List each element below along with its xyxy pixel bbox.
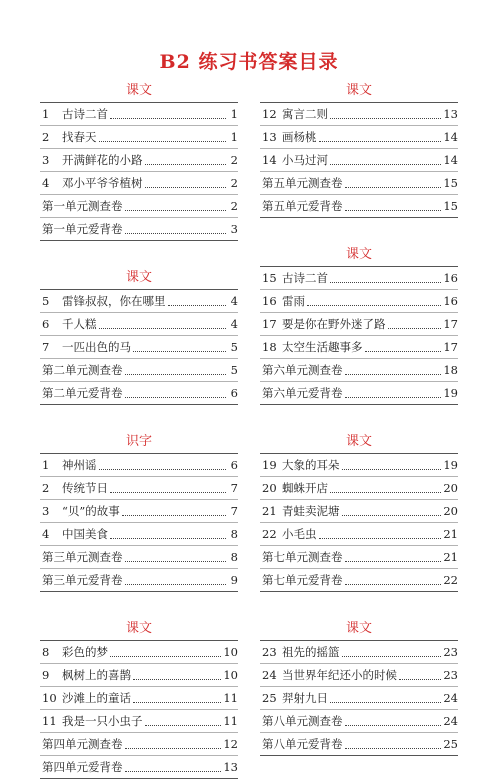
page-number: 13 [223, 760, 238, 774]
toc-row[interactable] [260, 336, 458, 359]
page-number: 15 [443, 176, 458, 190]
toc-row[interactable] [40, 733, 238, 756]
section-gap [260, 592, 458, 618]
page-number: 16 [443, 271, 458, 285]
dot-leader [110, 492, 226, 493]
entry-title: 寓言二则 [282, 107, 328, 121]
entry-title: 中国美食 [62, 527, 108, 541]
toc-row[interactable] [40, 195, 238, 218]
lesson-number: 13 [262, 130, 277, 144]
dot-leader [342, 469, 442, 470]
dot-leader [388, 328, 442, 329]
dot-leader [345, 374, 442, 375]
page-number: 3 [230, 222, 238, 236]
toc-row[interactable] [40, 687, 238, 710]
page-number: 7 [230, 481, 238, 495]
toc-row[interactable] [40, 641, 238, 664]
page-number: 20 [443, 504, 458, 518]
page-number: 10 [223, 645, 238, 659]
entry-title: 传统节日 [62, 481, 108, 495]
page-number: 6 [230, 458, 238, 472]
page-number: 19 [443, 386, 458, 400]
lesson-number: 14 [262, 153, 277, 167]
page-number: 18 [443, 363, 458, 377]
page-number: 8 [230, 527, 238, 541]
entry-title: 小毛虫 [282, 527, 317, 541]
dot-leader [319, 538, 442, 539]
page-number: 2 [230, 199, 238, 213]
toc-row[interactable] [260, 359, 458, 382]
lesson-number: 3 [42, 504, 50, 518]
entry-title: 第六单元爱背卷 [262, 386, 343, 400]
entry-title: 雷雨 [282, 294, 305, 308]
toc-row[interactable] [40, 126, 238, 149]
dot-leader [125, 584, 227, 585]
dot-leader [110, 538, 226, 539]
toc-section [40, 267, 238, 405]
dot-leader [345, 210, 442, 211]
lesson-number: 23 [262, 645, 277, 659]
lesson-number: 1 [42, 107, 50, 121]
dot-leader [110, 118, 226, 119]
toc-row[interactable] [260, 477, 458, 500]
page-number: 19 [443, 458, 458, 472]
section-header: 课文 [345, 621, 372, 636]
entry-title: 找春天 [62, 130, 97, 144]
page-number: 21 [443, 550, 458, 564]
dot-leader [345, 748, 442, 749]
page-number: 24 [443, 691, 458, 705]
entry-title: 蜘蛛开店 [282, 481, 328, 495]
entry-title: 画杨桃 [282, 130, 317, 144]
toc-row[interactable] [260, 267, 458, 290]
section-header: 课文 [125, 621, 152, 636]
lesson-number: 17 [262, 317, 277, 331]
dot-leader [365, 351, 442, 352]
entry-title: “贝”的故事 [62, 504, 120, 518]
toc-row[interactable] [260, 149, 458, 172]
dot-leader [330, 702, 441, 703]
toc-row[interactable] [40, 477, 238, 500]
lesson-number: 15 [262, 271, 277, 285]
page-number: 2 [230, 153, 238, 167]
dot-leader [330, 492, 441, 493]
toc-section [40, 618, 238, 779]
entry-title: 第七单元测查卷 [262, 550, 343, 564]
toc-row[interactable] [40, 710, 238, 733]
lesson-number: 21 [262, 504, 277, 518]
page-number: 22 [443, 573, 458, 587]
toc-row[interactable] [260, 454, 458, 477]
entry-title: 第六单元测查卷 [262, 363, 343, 377]
dot-leader [145, 164, 227, 165]
page-number: 13 [443, 107, 458, 121]
dot-leader [133, 351, 226, 352]
section-header: 识字 [125, 434, 152, 449]
lesson-number: 1 [42, 458, 50, 472]
dot-leader [125, 374, 227, 375]
page-number: 4 [230, 317, 238, 331]
toc-row[interactable] [260, 733, 458, 756]
dot-leader [168, 305, 227, 306]
section-header: 课文 [125, 83, 152, 98]
section-header: 课文 [345, 247, 372, 262]
entry-title: 要是你在野外迷了路 [282, 317, 386, 331]
toc-row[interactable] [40, 336, 238, 359]
dot-leader [125, 397, 227, 398]
page-number: 6 [230, 386, 238, 400]
toc-row[interactable] [260, 664, 458, 687]
toc-row[interactable] [260, 382, 458, 405]
toc-row[interactable] [260, 103, 458, 126]
toc-row[interactable] [40, 103, 238, 126]
toc-row[interactable] [40, 569, 238, 592]
dot-leader [345, 561, 442, 562]
entry-title: 第五单元爱背卷 [262, 199, 343, 213]
entry-title: 我是一只小虫子 [62, 714, 143, 728]
page-title: B2 练习书答案目录 [159, 51, 339, 73]
entry-title: 第五单元测查卷 [262, 176, 343, 190]
toc-row[interactable] [40, 218, 238, 241]
lesson-number: 4 [42, 176, 50, 190]
page-number: 8 [230, 550, 238, 564]
toc-section [260, 80, 458, 218]
page-number: 21 [443, 527, 458, 541]
page-number: 14 [443, 130, 458, 144]
toc-row[interactable] [40, 664, 238, 687]
entry-title: 小马过河 [282, 153, 328, 167]
entry-title: 古诗二首 [282, 271, 328, 285]
dot-leader [133, 679, 221, 680]
lesson-number: 11 [42, 714, 57, 728]
dot-leader [125, 771, 222, 772]
lesson-number: 6 [42, 317, 50, 331]
toc-row[interactable] [260, 290, 458, 313]
dot-leader [345, 584, 442, 585]
toc-row[interactable] [260, 523, 458, 546]
dot-leader [145, 725, 222, 726]
toc-row[interactable] [260, 687, 458, 710]
toc-row[interactable] [260, 641, 458, 664]
dot-leader [99, 141, 227, 142]
page-number: 1 [230, 130, 238, 144]
entry-title: 一匹出色的马 [62, 340, 131, 354]
lesson-number: 3 [42, 153, 50, 167]
toc-row[interactable] [40, 382, 238, 405]
dot-leader [125, 561, 227, 562]
dot-leader [122, 515, 226, 516]
right-column [260, 80, 458, 756]
dot-leader [399, 679, 441, 680]
page-number: 17 [443, 340, 458, 354]
lesson-number: 9 [42, 668, 50, 682]
lesson-number: 22 [262, 527, 277, 541]
entry-title: 枫树上的喜鹊 [62, 668, 131, 682]
lesson-number: 18 [262, 340, 277, 354]
lesson-number: 2 [42, 481, 50, 495]
toc-row[interactable] [260, 172, 458, 195]
toc-row[interactable] [260, 569, 458, 592]
dot-leader [110, 656, 221, 657]
entry-title: 第二单元爱背卷 [42, 386, 123, 400]
dot-leader [99, 469, 227, 470]
dot-leader [133, 702, 221, 703]
toc-section [260, 618, 458, 756]
entry-title: 第七单元爱背卷 [262, 573, 343, 587]
entry-title: 雷锋叔叔，你在哪里 [62, 294, 166, 308]
page-number: 15 [443, 199, 458, 213]
toc-row[interactable] [260, 500, 458, 523]
lesson-number: 2 [42, 130, 50, 144]
toc-section [260, 431, 458, 592]
entry-title: 大象的耳朵 [282, 458, 340, 472]
toc-row[interactable] [260, 313, 458, 336]
page-number: 5 [230, 363, 238, 377]
entry-title: 彩色的梦 [62, 645, 108, 659]
dot-leader [319, 141, 442, 142]
toc-row[interactable] [40, 149, 238, 172]
toc-row[interactable] [40, 290, 238, 313]
dot-leader [125, 210, 227, 211]
lesson-number: 20 [262, 481, 277, 495]
page-number: 16 [443, 294, 458, 308]
toc-row[interactable] [40, 756, 238, 779]
toc-row[interactable] [260, 126, 458, 149]
toc-row[interactable] [40, 313, 238, 336]
section-gap [40, 405, 238, 431]
entry-title: 第八单元测查卷 [262, 714, 343, 728]
toc-section [40, 80, 238, 241]
toc-row[interactable] [40, 523, 238, 546]
page-number: 10 [223, 668, 238, 682]
entry-title: 第四单元测查卷 [42, 737, 123, 751]
toc-row[interactable] [40, 500, 238, 523]
page-number: 9 [230, 573, 238, 587]
entry-title: 第一单元爱背卷 [42, 222, 123, 236]
lesson-number: 7 [42, 340, 50, 354]
page-number: 24 [443, 714, 458, 728]
page-number: 11 [223, 714, 238, 728]
toc-row[interactable] [40, 546, 238, 569]
page-number: 1 [230, 107, 238, 121]
entry-title: 第三单元测查卷 [42, 550, 123, 564]
lesson-number: 10 [42, 691, 57, 705]
section-header: 课文 [345, 434, 372, 449]
left-column [40, 80, 238, 779]
toc-row[interactable] [40, 359, 238, 382]
dot-leader [125, 233, 227, 234]
lesson-number: 24 [262, 668, 277, 682]
section-header: 课文 [345, 83, 372, 98]
dot-leader [345, 397, 442, 398]
lesson-number: 4 [42, 527, 50, 541]
entry-title: 千人糕 [62, 317, 97, 331]
lesson-number: 19 [262, 458, 277, 472]
section-header: 课文 [125, 270, 152, 285]
entry-title: 羿射九日 [282, 691, 328, 705]
entry-title: 第八单元爱背卷 [262, 737, 343, 751]
entry-title: 古诗二首 [62, 107, 108, 121]
lesson-number: 16 [262, 294, 277, 308]
page-number: 23 [443, 668, 458, 682]
lesson-number: 5 [42, 294, 50, 308]
toc-row[interactable] [40, 454, 238, 477]
dot-leader [342, 656, 442, 657]
toc-row[interactable] [260, 195, 458, 218]
toc-row[interactable] [40, 172, 238, 195]
dot-leader [345, 187, 442, 188]
lesson-number: 25 [262, 691, 277, 705]
entry-title: 开满鲜花的小路 [62, 153, 143, 167]
page-number: 14 [443, 153, 458, 167]
page-number: 25 [443, 737, 458, 751]
entry-title: 沙滩上的童话 [62, 691, 131, 705]
entry-title: 第二单元测查卷 [42, 363, 123, 377]
dot-leader [330, 282, 441, 283]
lesson-number: 12 [262, 107, 277, 121]
toc-section [260, 244, 458, 405]
dot-leader [342, 515, 442, 516]
section-gap [40, 241, 238, 267]
dot-leader [99, 328, 227, 329]
entry-title: 第四单元爱背卷 [42, 760, 123, 774]
lesson-number: 8 [42, 645, 50, 659]
entry-title: 第三单元爱背卷 [42, 573, 123, 587]
toc-row[interactable] [260, 546, 458, 569]
section-gap [40, 592, 238, 618]
entry-title: 祖先的摇篮 [282, 645, 340, 659]
page-number: 2 [230, 176, 238, 190]
entry-title: 神州谣 [62, 458, 97, 472]
page-number: 7 [230, 504, 238, 518]
toc-row[interactable] [260, 710, 458, 733]
page-number: 12 [223, 737, 238, 751]
page-number: 17 [443, 317, 458, 331]
page-number: 4 [230, 294, 238, 308]
dot-leader [330, 164, 441, 165]
entry-title: 当世界年纪还小的时候 [282, 668, 397, 682]
toc-section [40, 431, 238, 592]
dot-leader [125, 748, 222, 749]
page-number: 11 [223, 691, 238, 705]
section-gap [260, 405, 458, 431]
dot-leader [330, 118, 441, 119]
entry-title: 太空生活趣事多 [282, 340, 363, 354]
dot-leader [145, 187, 227, 188]
page-number: 5 [230, 340, 238, 354]
entry-title: 青蛙卖泥塘 [282, 504, 340, 518]
dot-leader [345, 725, 442, 726]
page-number: 20 [443, 481, 458, 495]
entry-title: 邓小平爷爷植树 [62, 176, 143, 190]
page-number: 23 [443, 645, 458, 659]
section-gap [260, 218, 458, 244]
dot-leader [307, 305, 441, 306]
entry-title: 第一单元测查卷 [42, 199, 123, 213]
